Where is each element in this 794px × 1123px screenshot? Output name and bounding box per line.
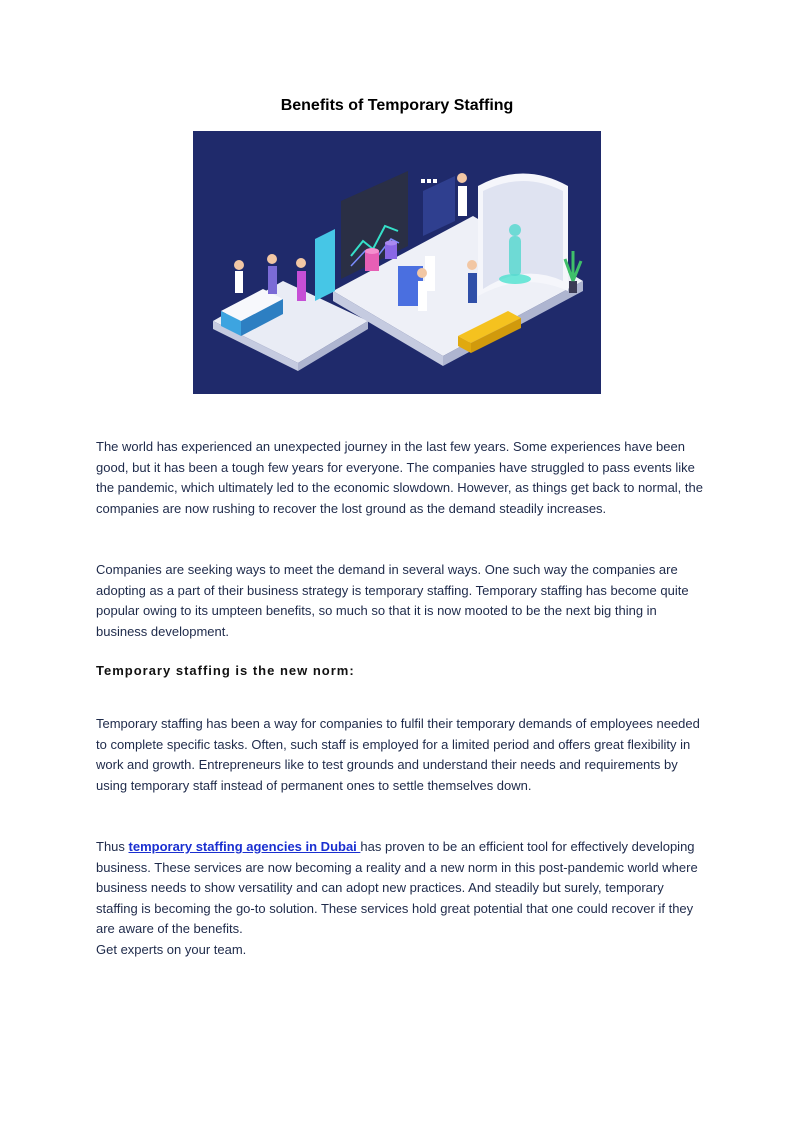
section-heading: Temporary staffing is the new norm: — [96, 663, 355, 678]
paragraph-agencies — [96, 837, 706, 940]
paragraph-strategy: Companies are seeking ways to meet the demand in several ways. One such way the companies are adopting as a part of their business strategy is temporary staffing. Temporary staffing has become quite popular owing to its umpteen benefits, so much so that it is now mooted to be the next big thing in business development. — [96, 562, 689, 639]
paragraph-intro: The world has experienced an unexpected journey in the last few years. Some experiences have been good, but it has been a tough few years for everyone. The companies have struggled to pass events like the pandemic, which ultimately led to the economic slowdown. However, as things get back to normal, the companies are now rushing to recover the lost ground as the demand steadily increases. — [96, 439, 703, 516]
paragraph-agencies-suffix: has proven to be an efficient tool for effectively developing business. These services are now becoming a reality and a new norm in this post-pandemic world where business needs to show versatility and can adopt new practices. And steadily but surely, temporary staffing is becoming the go-to solution. These services hold great potential that one could recover if they are aware of the benefits. — [96, 839, 698, 937]
staffing-agencies-link[interactable]: temporary staffing agencies in Dubai — [128, 839, 361, 854]
paragraph-closing: Get experts on your team. — [96, 942, 247, 957]
document-title: Benefits of Temporary Staffing — [280, 97, 514, 114]
paragraph-temporary-staffing: Temporary staffing has been a way for companies to fulfil their temporary demands of employees needed to complete specific tasks. Often, such staff is employed for a limited period and offers great flexibility in work and growth. Entrepreneurs like to test grounds and understand their needs and requirements by using temporary staff instead of permanent ones to settle themselves down. — [96, 716, 700, 793]
paragraph-agencies-prefix: Thus — [96, 839, 129, 854]
hero-illustration — [193, 131, 601, 394]
office-isometric-illustration — [193, 131, 601, 394]
